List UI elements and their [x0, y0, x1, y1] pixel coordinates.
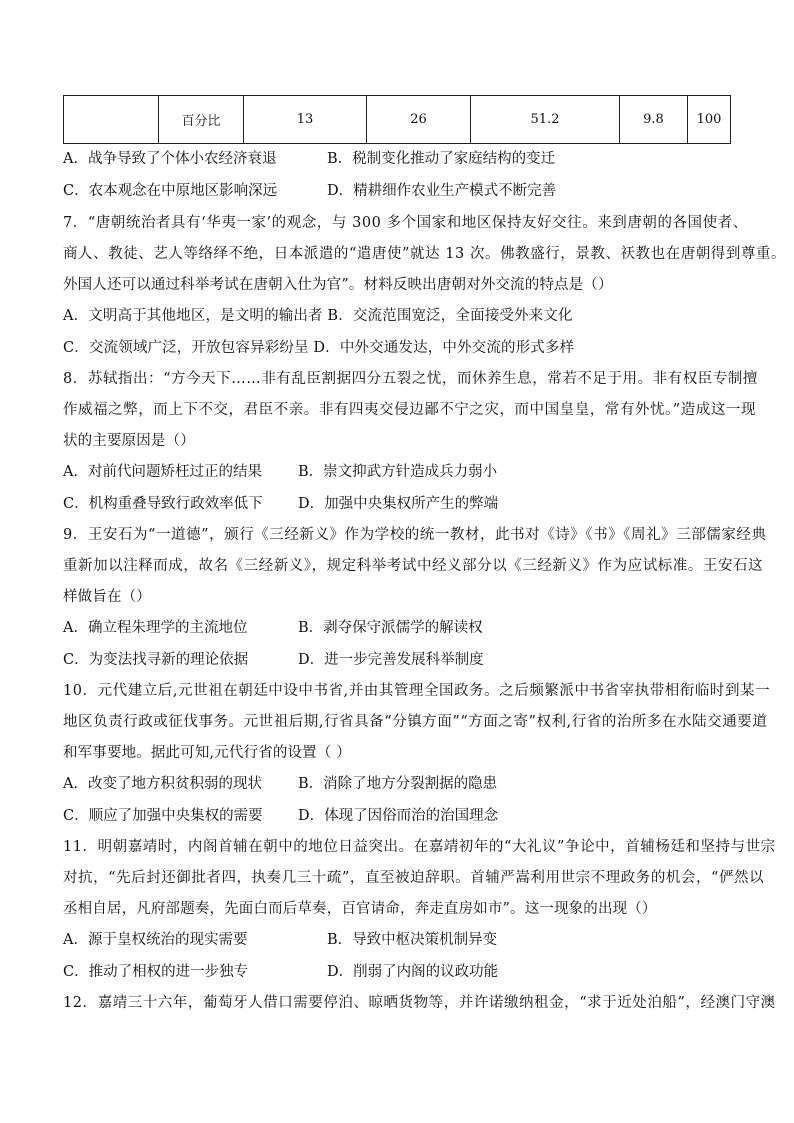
q7-options-cd[interactable]: C．交流领域广泛，开放包容异彩纷呈 D．中外交通发达，中外交流的形式多样 — [63, 340, 575, 356]
q7-stem-line-2: 商人、教徒、艺人等络绎不绝，日本派遣的“遣唐使”就达 13 次。佛教盛行，景教、祆教也在唐朝得到尊重。 — [63, 246, 787, 262]
table-cell-value: 26 — [367, 96, 471, 144]
q11-stem-line-1: 11．明朝嘉靖时，内阁首辅在朝中的地位日益突出。在嘉靖初年的“大礼议”争论中，首辅杨廷和坚持与世宗 — [63, 839, 776, 855]
table-cell-value: 51.2 — [471, 96, 620, 144]
q8-stem-line-2: 作威福之弊，而上下不交，君臣不亲。非有四夷交侵边鄙不宁之灾，而中国皇皇，常有外忧。”造成这一现 — [63, 402, 757, 418]
q11-option-a[interactable]: A．源于皇权统治的现实需要 — [63, 932, 248, 948]
q11-stem-line-3: 丞相自居，凡府部题奏，先面白而后草奏，百官请命，奔走直房如市”。这一现象的出现（） — [63, 901, 657, 917]
q8-option-c[interactable]: C．机构重叠导致行政效率低下 — [63, 496, 263, 512]
q10-stem-line-1: 10．元代建立后,元世祖在朝廷中设中书省,并由其管理全国政务。之后频繁派中书省宰执带相衔临时到某一 — [63, 683, 771, 699]
table-cell-value: 9.8 — [620, 96, 688, 144]
q10-options-row-2 — [63, 806, 794, 826]
q10-stem-line-3: 和军事要地。据此可知,元代行省的设置（ ） — [63, 745, 351, 761]
q10-option-b[interactable]: B．消除了地方分裂割据的隐患 — [298, 776, 498, 792]
q10-options-row-1 — [63, 774, 794, 794]
q10-option-c[interactable]: C．顺应了加强中央集权的需要 — [63, 808, 263, 824]
q11-option-d[interactable]: D．削弱了内阁的议政功能 — [327, 964, 499, 980]
q10-stem-line-2: 地区负责行政或征伐事务。元世祖后期,行省具备“分镇方面”“方面之寄”权利,行省的治所多在水陆交通要道 — [63, 714, 768, 730]
q8-stem-line-3: 状的主要原因是（） — [63, 433, 195, 449]
q9-option-c[interactable]: C．为变法找寻新的理论依据 — [63, 652, 249, 668]
q9-option-d[interactable]: D．进一步完善发展科举制度 — [298, 652, 484, 668]
q6-options-row-1 — [63, 149, 794, 169]
q9-option-b[interactable]: B．剥夺保守派儒学的解读权 — [298, 620, 483, 636]
q6-option-b[interactable]: B．税制变化推动了家庭结构的变迁 — [327, 151, 556, 167]
q8-option-b[interactable]: B．崇文抑武方针造成兵力弱小 — [298, 464, 498, 480]
q12-stem-line-1: 12．嘉靖三十六年，葡萄牙人借口需要停泊、晾晒货物等，并许诺缴纳租金，“求于近处泊船”，经澳门守澳 — [63, 995, 776, 1011]
table-row — [64, 96, 731, 144]
q6-option-c[interactable]: C．农本观念在中原地区影响深远 — [63, 183, 278, 199]
q8-option-d[interactable]: D．加强中央集权所产生的弊端 — [298, 496, 499, 512]
q9-options-row-2 — [63, 650, 794, 670]
q9-option-a[interactable]: A．确立程朱理学的主流地位 — [63, 620, 248, 636]
q10-option-d[interactable]: D．体现了因俗而治的治国理念 — [298, 808, 499, 824]
q11-option-c[interactable]: C．推动了相权的进一步独专 — [63, 964, 249, 980]
q11-options-row-1 — [63, 930, 794, 950]
q7-options-ab[interactable]: A．文明高于其他地区，是文明的输出者 B．交流范围宽泛，全面接受外来文化 — [63, 308, 573, 324]
table-cell-label: 百分比 — [159, 96, 244, 144]
q6-option-a[interactable]: A．战争导致了个体小农经济衰退 — [63, 151, 277, 167]
table-cell-value: 13 — [244, 96, 367, 144]
q8-options-row-2 — [63, 494, 794, 514]
q10-option-a[interactable]: A．改变了地方积贫积弱的现状 — [63, 776, 262, 792]
q11-option-b[interactable]: B．导致中枢决策机制异变 — [327, 932, 498, 948]
q9-stem-line-3: 样做旨在（） — [63, 589, 151, 605]
table-cell-empty — [64, 96, 159, 144]
q11-options-row-2 — [63, 962, 794, 982]
q11-stem-line-2: 对抗，“先后封还御批者四，执奏几三十疏”，直至被迫辞职。首辅严嵩利用世宗不理政务的机会，“俨然以 — [63, 870, 765, 886]
q6-option-d[interactable]: D．精耕细作农业生产模式不断完善 — [327, 183, 557, 199]
statistics-table — [63, 95, 731, 144]
table-cell-value: 100 — [688, 96, 731, 144]
q6-options-row-2 — [63, 181, 794, 201]
q9-stem-line-2: 重新加以注释而成，故名《三经新义》，规定科举考试中经义部分以《三经新义》作为应试标准。王安石这 — [63, 558, 764, 574]
q7-stem-line-1: 7．“唐朝统治者具有‘华夷一家’的观念，与 300 多个国家和地区保持友好交往。来到唐朝的各国使者、 — [63, 215, 748, 231]
q8-option-a[interactable]: A．对前代问题矫枉过正的结果 — [63, 464, 262, 480]
q8-options-row-1 — [63, 462, 794, 482]
q7-stem-line-3: 外国人还可以通过科举考试在唐朝入仕为官”。材料反映出唐朝对外交流的特点是（） — [63, 277, 613, 293]
q8-stem-line-1: 8．苏轼指出：“方今天下……非有乱臣割据四分五裂之忧，而休养生息，常若不足于用。非有权臣专制擅 — [63, 371, 758, 387]
q9-stem-line-1: 9．王安石为“一道德”，颁行《三经新义》作为学校的统一教材，此书对《诗》《书》《周礼》三部儒家经典 — [63, 527, 767, 543]
q9-options-row-1 — [63, 618, 794, 638]
